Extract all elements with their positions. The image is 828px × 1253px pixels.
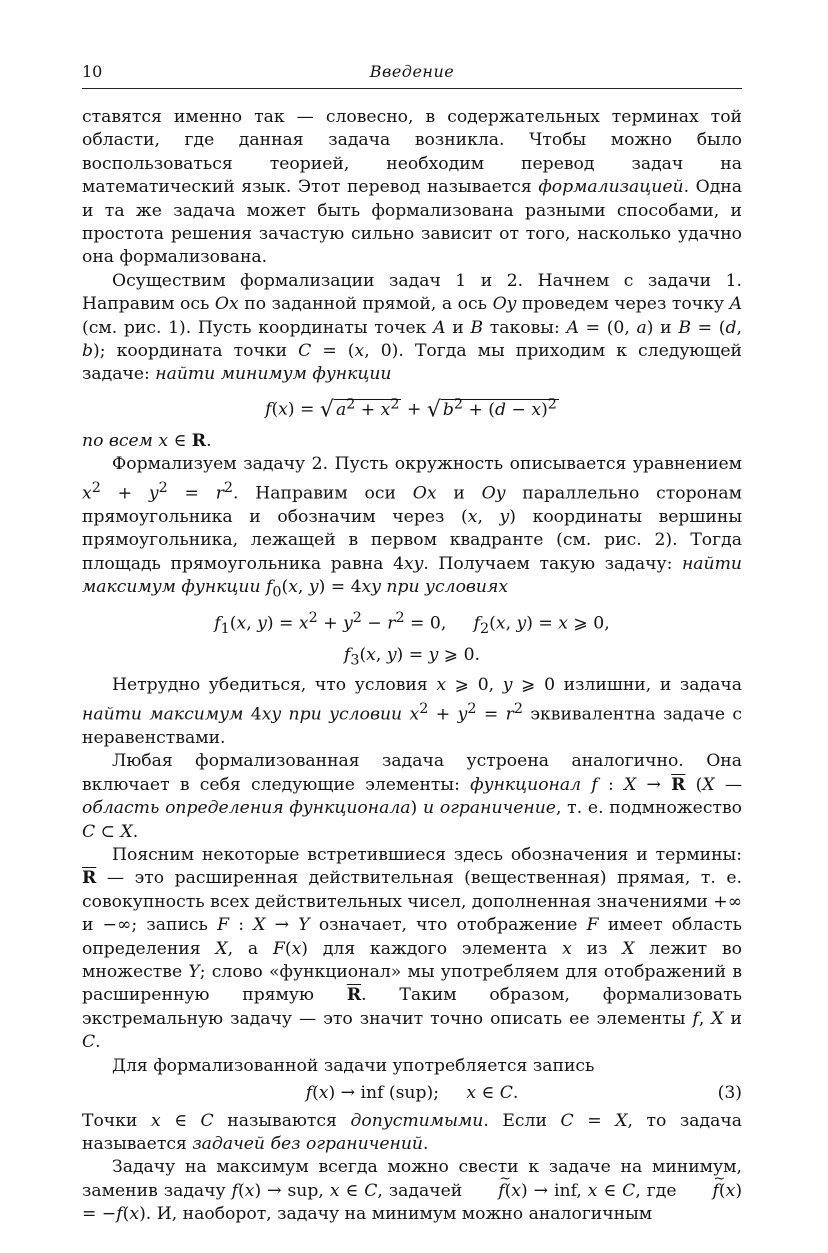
formula-f-min: f(x) = √ $a^2 + x^2$ + √ $b^2 + (d - x)^2$ — [265, 395, 557, 423]
task-min: найти минимум функции — [155, 364, 392, 385]
paragraph-max-to-min: Задачу на максимум всегда можно свести к задаче на минимум, заменив задачу f(x) → sup, x ∈ C, задачей ~ f(x) → inf, x ∈ C, где ~ f(x) = −f(x). И, наоборот, задачу на минимум можно аналогичным — [82, 1156, 742, 1226]
paragraph-over-all: по всем x ∈ R. — [82, 431, 212, 452]
equation-number: (3) — [717, 1083, 742, 1104]
paragraph-formalization: ставятся именно так — словесно, в содержательных терминах той области, где данная задача возникла. Чтобы можно было воспользоваться теорией, необходим перевод задач на математический язык. Этот перевод называется формализацией. Одна и та же задача может быть формализована разными способами, и простота решения зачастую сильно зависит от того, насколько удачно она формализована. — [82, 107, 742, 268]
formula-constraints-2: $f_3(x$, y) = y ⩾ 0. — [343, 644, 481, 669]
running-title: Введение — [369, 62, 455, 81]
paragraph-task1: Осуществим формализации задач 1 и 2. Начнем с задачи 1. Направим ось Ox по заданной прямой, а ось Oy проведем через точку A (см. рис. 1). Пусть координаты точек A и B таковы: A = (0, a) и B = (d, b); координата точки C = (x, 0). Тогда мы приходим к следующей задаче: найти минимум функции — [82, 270, 742, 385]
paragraph-notation: Поясним некоторые встретившиеся здесь обозначения и термины: $\overline{R}$ — это расширенная действительная (вещественная) прямая, т. е. совокупность всех действительных чисел, дополненная значениями +∞ и −∞; запись F : X → Y означает, что отображение F имеет область определения X, а F(x) для каждого элемента x из X лежит во множестве Y; слово «функционал» мы употребляем для отображений в расширенную прямую $\overline{R}$. Таким образом, формализовать экстремальную задачу — это значит точно описать ее элементы f, X и C. — [82, 845, 743, 1053]
page-body — [82, 106, 742, 1227]
paragraph-elements: Любая формализованная задача устроена аналогично. Она включает в себя следующие элементы: функционал f : $X \to \overline{R}$ (X — область определения функционала) и ограничение, т. е. подмножество C ⊂ X. — [82, 751, 743, 842]
page-number: 10 — [82, 62, 103, 81]
paragraph-task2: Формализуем задачу 2. Пусть окружность описывается уравнением $x^2 + y^2 = r^2$. Направим оси Ox и Oy параллельно сторонам прямоугольника и обозначим через (x, y) координаты вершины прямоугольника, лежащей в первом квадранте (см. рис. 2). Тогда площадь прямоугольника равна 4xy. Получаем такую задачу: найти максимум функции $f_0(x$, y) = 4xy при условиях — [82, 454, 743, 601]
paragraph-equivalence: Нетрудно убедиться, что условия x ⩾ 0, y ⩾ 0 излишни, и задача найти максимум 4xy при условии $x^2 + y^2 = r^2$ эквивалентна задаче с неравенствами. — [82, 675, 743, 748]
formula-constraints-1: $f_1(x$, $y) = x^2 + y^2 - r^2 = 0$, $f_2(x$, y) = x ⩾ 0, — [214, 610, 610, 638]
paragraph-notation-record: Для формализованной задачи употребляется запись — [112, 1055, 595, 1076]
page-header — [82, 62, 742, 89]
equation-3: f(x) → inf (sup); x ∈ C. (3) — [82, 1082, 742, 1105]
term-formalization: формализацией — [538, 177, 684, 198]
paragraph-admissible: Точки x ∈ C называются допустимыми. Если C = X, то задача называется задачей без ограничений. — [82, 1110, 742, 1154]
